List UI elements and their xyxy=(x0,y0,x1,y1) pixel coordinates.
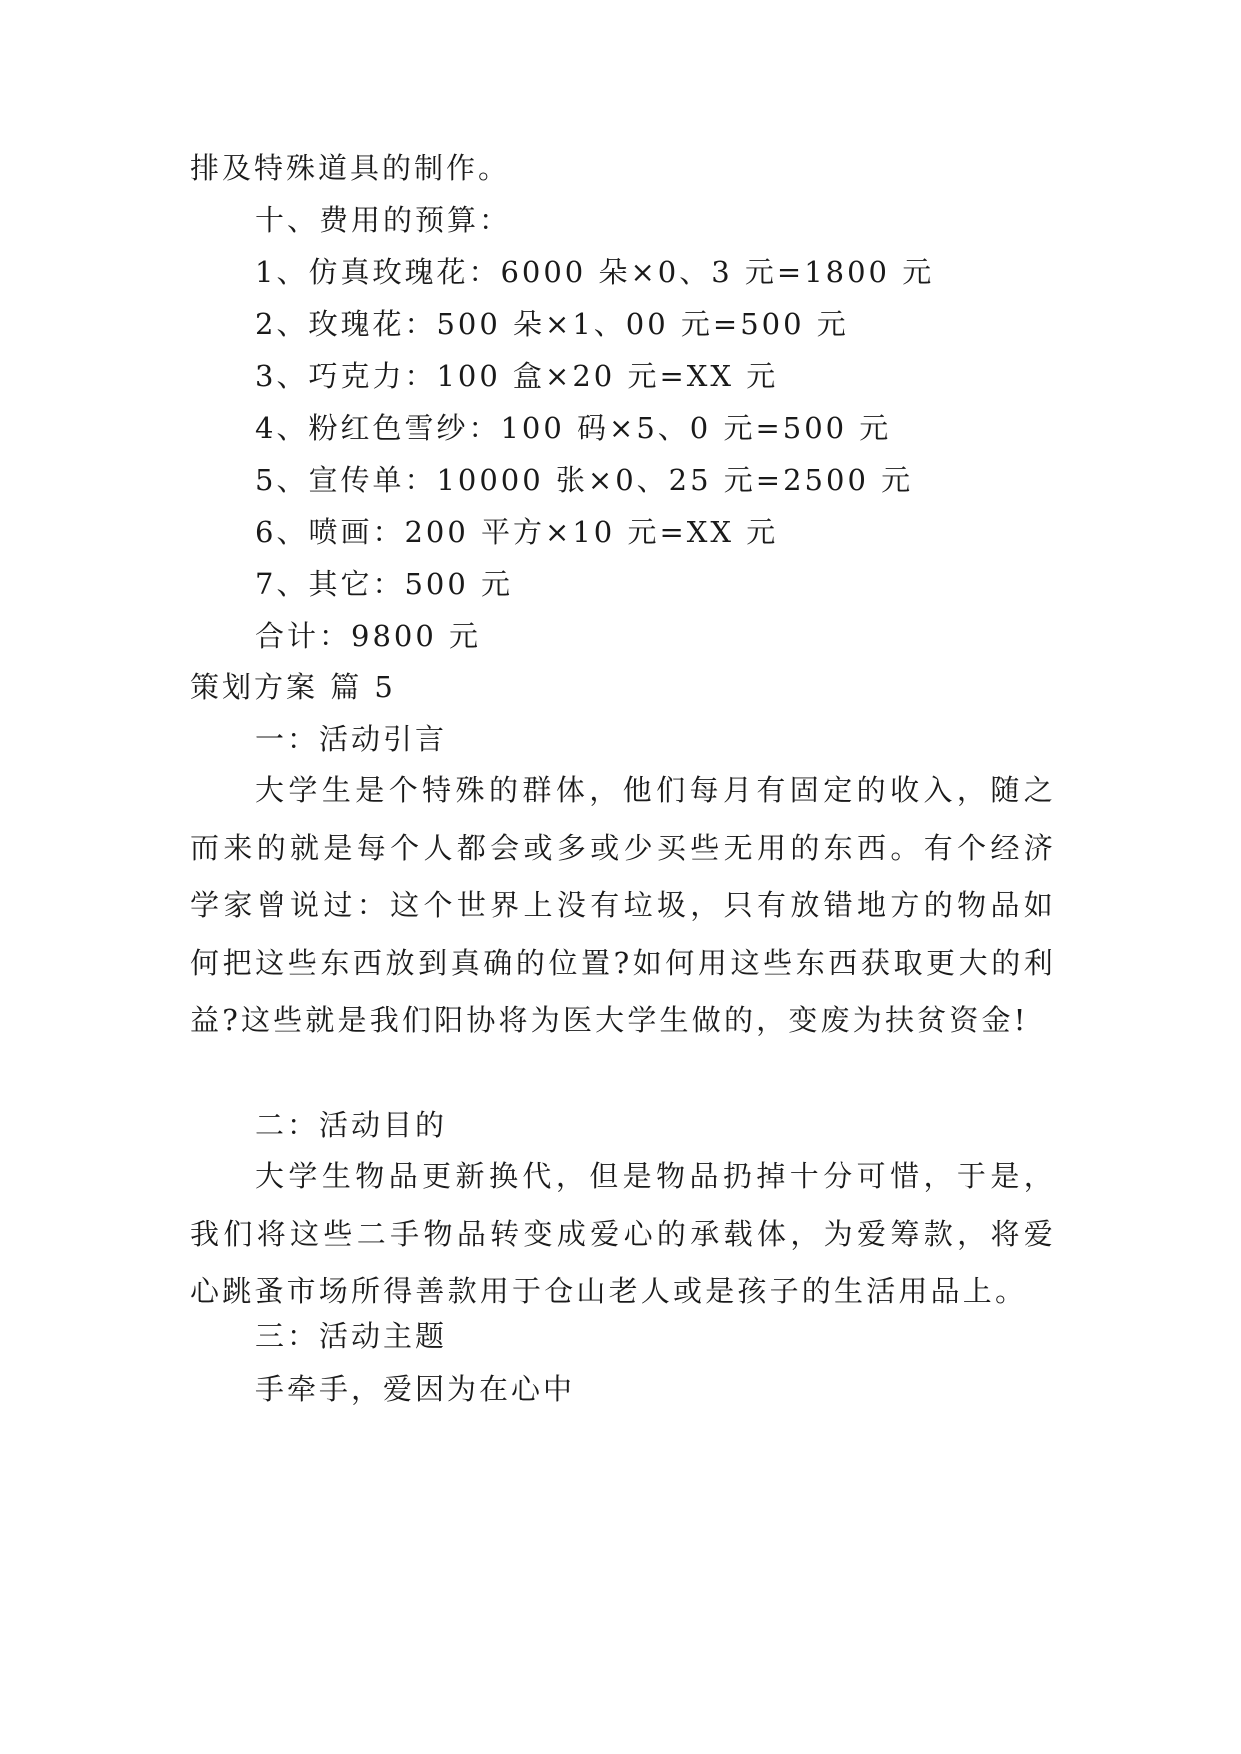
section-heading-budget: 十、费用的预算： xyxy=(255,203,512,237)
text-line: 排及特殊道具的制作。 xyxy=(190,151,511,185)
paragraph-purpose: 大学生物品更新换代，但是物品扔掉十分可惜，于是，我们将这些二手物品转变成爱心的承载体，为爱筹款，将爱心跳蚤市场所得善款用于仓山老人或是孩子的生活用品上。 xyxy=(190,1159,1056,1309)
budget-item-4: 4、粉红色雪纱：100 码×5、0 元=500 元 xyxy=(255,411,892,445)
budget-item-7: 7、其它：500 元 xyxy=(255,567,514,601)
section-heading-purpose: 二：活动目的 xyxy=(255,1108,448,1142)
budget-total: 合计：9800 元 xyxy=(255,619,482,653)
plan-title: 策划方案 篇 5 xyxy=(190,670,396,704)
budget-item-3: 3、巧克力：100 盒×20 元=XX 元 xyxy=(255,359,779,393)
paragraph-intro: 大学生是个特殊的群体，他们每月有固定的收入，随之而来的就是每个人都会或多或少买些无用的东西。有个经济学家曾说过：这个世界上没有垃圾，只有放错地方的物品如何把这些东西放到真确的位置?如何用这些东西获取更大的利益?这些就是我们阳协将为医大学生做的，变废为扶贫资金! xyxy=(190,773,1056,1038)
theme-text: 手牵手，爱因为在心中 xyxy=(255,1372,576,1406)
budget-item-5: 5、宣传单：10000 张×0、25 元=2500 元 xyxy=(255,463,914,497)
section-heading-intro: 一：活动引言 xyxy=(255,722,448,756)
budget-item-2: 2、玫瑰花：500 朵×1、00 元=500 元 xyxy=(255,307,849,341)
budget-item-6: 6、喷画：200 平方×10 元=XX 元 xyxy=(255,515,779,549)
section-heading-theme: 三：活动主题 xyxy=(255,1319,448,1353)
budget-item-1: 1、仿真玫瑰花：6000 朵×0、3 元=1800 元 xyxy=(255,255,935,289)
